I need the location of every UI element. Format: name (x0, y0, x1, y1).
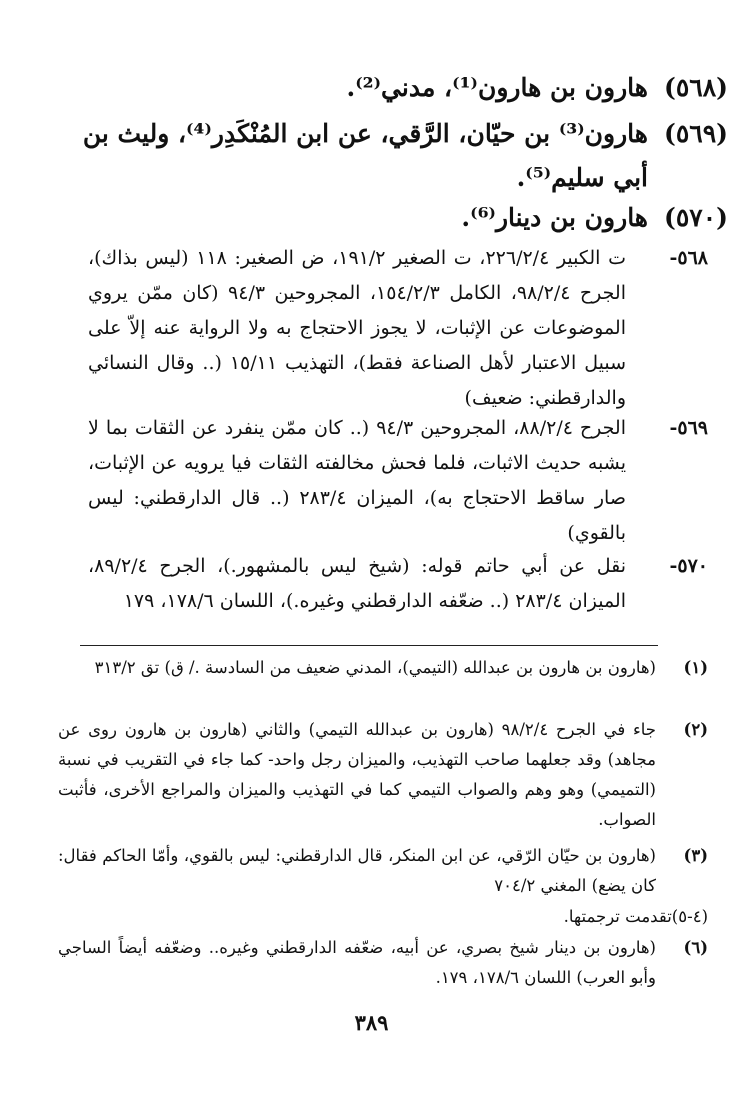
footnote-text: (هارون بن هارون بن عبدالله (التيمي)، المدني ضعيف من السادسة ./ ق) تق ٣١٣/٢ (94, 658, 656, 677)
footnote-text: جاء في الجرح ٩٨/٢/٤ (هارون بن عبدالله التيمي) والثاني (هارون بن هارون روى عن مجاهد) وقد جعلهما صاحب التهذيب، والميزان رجل واحد- كما جاء في التقريب في نسبة (التميمي) وهو وهم والصواب التيمي كما في التهذيب والميزان والمراجع الأخرى، فأثبت الصواب. (58, 720, 656, 829)
footnote-number: (٣) (683, 846, 708, 865)
entry-569 (82, 112, 728, 200)
entry-number: (٥٦٨) (664, 73, 728, 102)
footnote-1 (58, 653, 708, 683)
commentary-570 (88, 549, 708, 619)
commentary-text: نقل عن أبي حاتم قوله: (شيخ ليس بالمشهور.)، الجرح ٨٩/٢/٤، الميزان ٢٨٣/٤ (.. ضعّفه الدارقطني وغيره.)، اللسان ١٧٨/٦، ١٧٩ (88, 555, 626, 612)
page-number: ٣٨٩ (354, 1010, 389, 1035)
commentary-568 (88, 241, 708, 416)
footnote-2 (58, 715, 708, 835)
commentary-text: ت الكبير ٢٢٦/٢/٤، ت الصغير ١٩١/٢، ض الصغير: ١١٨ (ليس بذاك)، الجرح ٩٨/٢/٤، الكامل ١٥٤/٢/٣، المجروحين ٩٤/٣ (كان ممّن يروي الموضوعات عن الإثبات، لا يجوز الاحتجاج به ولا الرواية عنه إلاّ على سبيل الاعتبار لأهل الصناعة فقط)، التهذيب ١٥/١١ (.. وقال النسائي والدارقطني: ضعيف) (88, 247, 626, 409)
footnote-4-5 (58, 902, 708, 932)
commentary-number: ٥٧٠- (669, 555, 708, 577)
footnote-3 (58, 841, 708, 901)
footnote-number: (٢) (683, 720, 708, 739)
footnote-text: (هارون بن حيّان الرّقي، عن ابن المنكر، قال الدارقطني: ليس بالقوي، وأمّا الحاكم فقال: كان يضع) المغني ٧٠٤/٢ (58, 846, 656, 895)
entry-number: (٥٧٠) (664, 203, 728, 232)
commentary-569 (88, 411, 708, 551)
entry-number: (٥٦٩) (664, 119, 728, 148)
entry-text: هارون بن دينار⁽⁶⁾. (461, 203, 648, 232)
entry-text: هارون بن هارون⁽¹⁾، مدني⁽²⁾. (346, 73, 648, 102)
entry-text-continued: أبي سليم⁽⁵⁾. (516, 163, 648, 192)
entry-570 (88, 196, 728, 240)
footnote-divider (80, 645, 658, 646)
entry-text: هارون⁽³⁾ بن حيّان، الرَّقي، عن ابن المُنْكَدِر⁽⁴⁾، وليث بن (82, 119, 648, 148)
footnote-text: (هارون بن دينار شيخ بصري، عن أبيه، ضعّفه الدارقطني وغيره.. وضعّفه أيضاً الساجي وأبو العرب) اللسان ١٧٨/٦، ١٧٩. (58, 938, 656, 987)
commentary-number: ٥٦٩- (669, 417, 708, 439)
entry-568 (88, 66, 728, 110)
footnote-text: (٤-٥)تقدمت ترجمتها. (563, 907, 708, 926)
commentary-text: الجرح ٨٨/٢/٤، المجروحين ٩٤/٣ (.. كان ممّن ينفرد عن الثقات بما لا يشبه حديث الاثبات، فلما فحش مخالفته الثقات فيا يرويه عن الإثبات، صار ساقط الاحتجاج به)، الميزان ٢٨٣/٤ (.. قال الدارقطني: ليس بالقوي) (88, 417, 626, 544)
footnote-number: (١) (683, 658, 708, 677)
footnote-number: (٦) (683, 938, 708, 957)
footnote-6 (58, 933, 708, 993)
commentary-number: ٥٦٨- (669, 247, 708, 269)
